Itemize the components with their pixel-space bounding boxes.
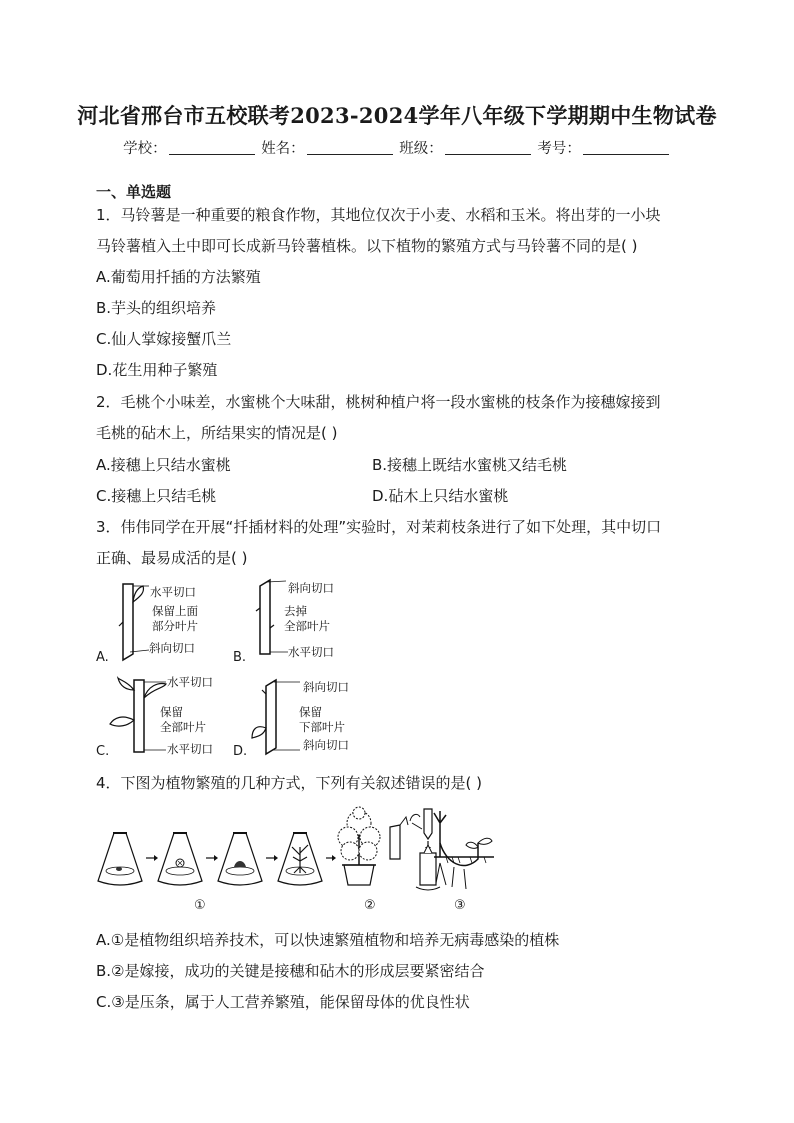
fig-b-middle-note: 去掉 全部叶片 bbox=[284, 604, 330, 633]
flask-3 bbox=[218, 833, 262, 885]
layering-drawing bbox=[434, 811, 494, 889]
flask-2 bbox=[158, 833, 202, 885]
q1-option-d[interactable]: D.花生用种子繁殖 bbox=[96, 361, 218, 379]
q3-stem-line2: 正确、最易成活的是( ) bbox=[96, 549, 248, 567]
q2-stem-line1: 2．毛桃个小味差，水蜜桃个大味甜，桃树种植户将一段水蜜桃的枝条作为接穗嫁接到 bbox=[96, 393, 661, 411]
q4-option-a[interactable]: A.①是植物组织培养技术，可以快速繁殖植物和培养无病毒感染的植株 bbox=[96, 931, 560, 949]
class-label: 班级： bbox=[399, 141, 443, 157]
q1-option-a[interactable]: A.葡萄用扦插的方法繁殖 bbox=[96, 268, 261, 286]
number-blank[interactable] bbox=[583, 140, 669, 155]
stem-a-drawing bbox=[115, 582, 145, 662]
q3-stem-line1: 3．伟伟同学在开展“扦插材料的处理”实验时，对茉莉枝条进行了如下处理，其中切口 bbox=[96, 518, 662, 536]
school-label: 学校： bbox=[123, 141, 167, 157]
q2-option-c[interactable]: C.接穗上只结毛桃 bbox=[96, 487, 217, 505]
q4-option-c[interactable]: C.③是压条，属于人工营养繁殖，能保留母体的优良性状 bbox=[96, 993, 470, 1011]
class-blank[interactable] bbox=[445, 140, 531, 155]
section-heading: 一、单选题 bbox=[96, 183, 172, 201]
number-label: 考号： bbox=[537, 141, 581, 157]
stem-c-drawing bbox=[108, 676, 168, 758]
q1-option-b[interactable]: B.芋头的组织培养 bbox=[96, 299, 217, 317]
potted-plant bbox=[338, 807, 380, 885]
stem-b-drawing bbox=[252, 578, 282, 658]
student-info-row bbox=[0, 137, 794, 158]
grafting-drawing bbox=[390, 809, 440, 890]
flask-4 bbox=[278, 833, 322, 885]
q2-option-a[interactable]: A.接穗上只结水蜜桃 bbox=[96, 456, 231, 474]
fig-a-bottom-note: 斜向切口 bbox=[149, 641, 195, 655]
q2-stem-line2: 毛桃的砧木上，所结果实的情况是( ) bbox=[96, 424, 338, 442]
propagation-methods-drawing bbox=[94, 803, 514, 895]
fig-label-2: ② bbox=[364, 898, 376, 913]
fig-c-bottom-note: 水平切口 bbox=[167, 742, 213, 756]
fig-d-label: D. bbox=[233, 744, 248, 759]
q1-stem-line1: 1．马铃薯是一种重要的粮食作物，其地位仅次于小麦、水稻和玉米。将出芽的一小块 bbox=[96, 206, 661, 224]
fig-b-top-note: 斜向切口 bbox=[288, 581, 334, 595]
q2-option-d[interactable]: D.砧木上只结水蜜桃 bbox=[372, 487, 509, 505]
q4-option-b[interactable]: B.②是嫁接，成功的关键是接穗和砧木的形成层要紧密结合 bbox=[96, 962, 485, 980]
name-blank[interactable] bbox=[307, 140, 393, 155]
fig-c-label: C. bbox=[96, 744, 110, 759]
fig-label-3: ③ bbox=[454, 898, 466, 913]
q1-option-c[interactable]: C.仙人掌嫁接蟹爪兰 bbox=[96, 330, 232, 348]
fig-label-1: ① bbox=[194, 898, 206, 913]
stem-d-drawing bbox=[250, 678, 300, 760]
flask-1 bbox=[98, 833, 142, 885]
q4-stem-line1: 4．下图为植物繁殖的几种方式，下列有关叙述错误的是( ) bbox=[96, 774, 483, 792]
fig-d-top-note: 斜向切口 bbox=[303, 680, 349, 694]
q1-stem-line2: 马铃薯植入土中即可长成新马铃薯植株。以下植物的繁殖方式与马铃薯不同的是( ) bbox=[96, 237, 638, 255]
name-label: 姓名： bbox=[261, 141, 305, 157]
fig-a-label: A. bbox=[96, 650, 109, 665]
fig-a-middle-note: 保留上面 部分叶片 bbox=[152, 604, 198, 633]
school-blank[interactable] bbox=[169, 140, 255, 155]
fig-d-middle-note: 保留 下部叶片 bbox=[299, 705, 345, 734]
q2-option-b[interactable]: B.接穗上既结水蜜桃又结毛桃 bbox=[372, 456, 568, 474]
fig-c-top-note: 水平切口 bbox=[167, 675, 213, 689]
fig-c-middle-note: 保留 全部叶片 bbox=[160, 705, 206, 734]
fig-b-bottom-note: 水平切口 bbox=[288, 645, 334, 659]
exam-title: 河北省邢台市五校联考2023-2024学年八年级下学期期中生物试卷 bbox=[77, 103, 717, 128]
fig-b-label: B. bbox=[233, 650, 247, 665]
fig-a-top-note: 水平切口 bbox=[150, 585, 196, 599]
fig-d-bottom-note: 斜向切口 bbox=[303, 738, 349, 752]
